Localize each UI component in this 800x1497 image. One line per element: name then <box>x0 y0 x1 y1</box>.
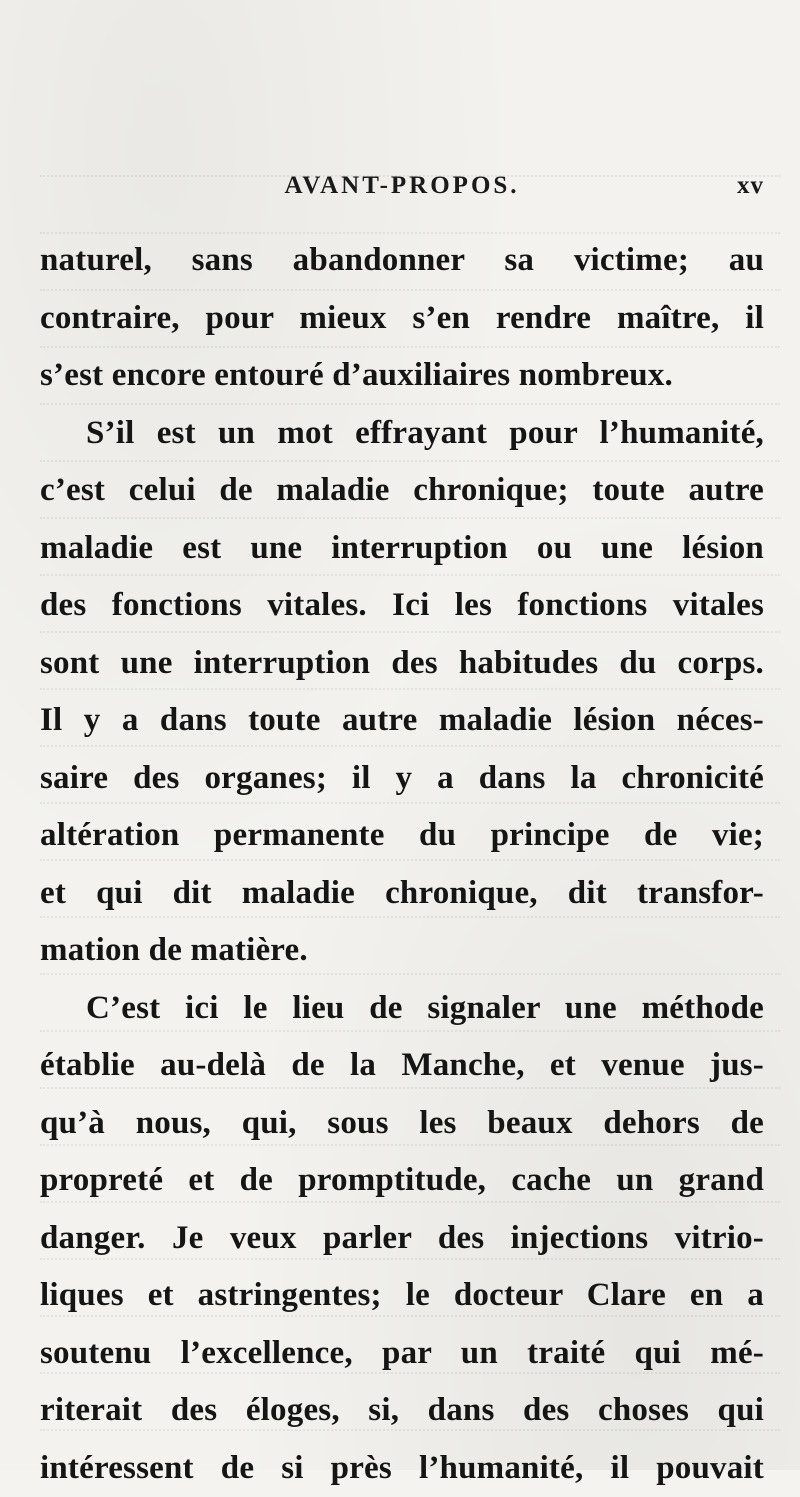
text-line: mation de matière. <box>40 922 764 980</box>
text-line: maladie est une interruption ou une lésion <box>40 520 764 578</box>
text-line: riterait des éloges, si, dans des choses qui <box>40 1382 764 1440</box>
text-line: S’il est un mot effrayant pour l’humanité, <box>40 405 764 463</box>
page-number: xv <box>737 172 764 200</box>
text-line: naturel, sans abandonner sa victime; au <box>40 232 764 290</box>
text-line: C’est ici le lieu de signaler une méthode <box>40 980 764 1038</box>
page-header <box>40 172 764 212</box>
text-line: et qui dit maladie chronique, dit transfor- <box>40 865 764 923</box>
text-line: s’est encore entouré d’auxiliaires nombreux. <box>40 347 764 405</box>
running-head: AVANT-PROPOS. <box>40 172 764 200</box>
body-text <box>40 232 764 1497</box>
text-line: c’est celui de maladie chronique; toute autre <box>40 462 764 520</box>
text-line: sont une interruption des habitudes du corps. <box>40 635 764 693</box>
text-line: qu’à nous, qui, sous les beaux dehors de <box>40 1095 764 1153</box>
text-line: contraire, pour mieux s’en rendre maître, il <box>40 290 764 348</box>
text-line: propreté et de promptitude, cache un grand <box>40 1152 764 1210</box>
text-line: altération permanente du principe de vie; <box>40 807 764 865</box>
text-line: des fonctions vitales. Ici les fonctions vitales <box>40 577 764 635</box>
text-line: intéressent de si près l’humanité, il pouvait <box>40 1440 764 1497</box>
text-line: saire des organes; il y a dans la chronicité <box>40 750 764 808</box>
text-line: Il y a dans toute autre maladie lésion néces- <box>40 692 764 750</box>
text-line: soutenu l’excellence, par un traité qui mé- <box>40 1325 764 1383</box>
text-line: établie au-delà de la Manche, et venue jus- <box>40 1037 764 1095</box>
text-line: danger. Je veux parler des injections vitrio- <box>40 1210 764 1268</box>
text-line: liques et astringentes; le docteur Clare en a <box>40 1267 764 1325</box>
